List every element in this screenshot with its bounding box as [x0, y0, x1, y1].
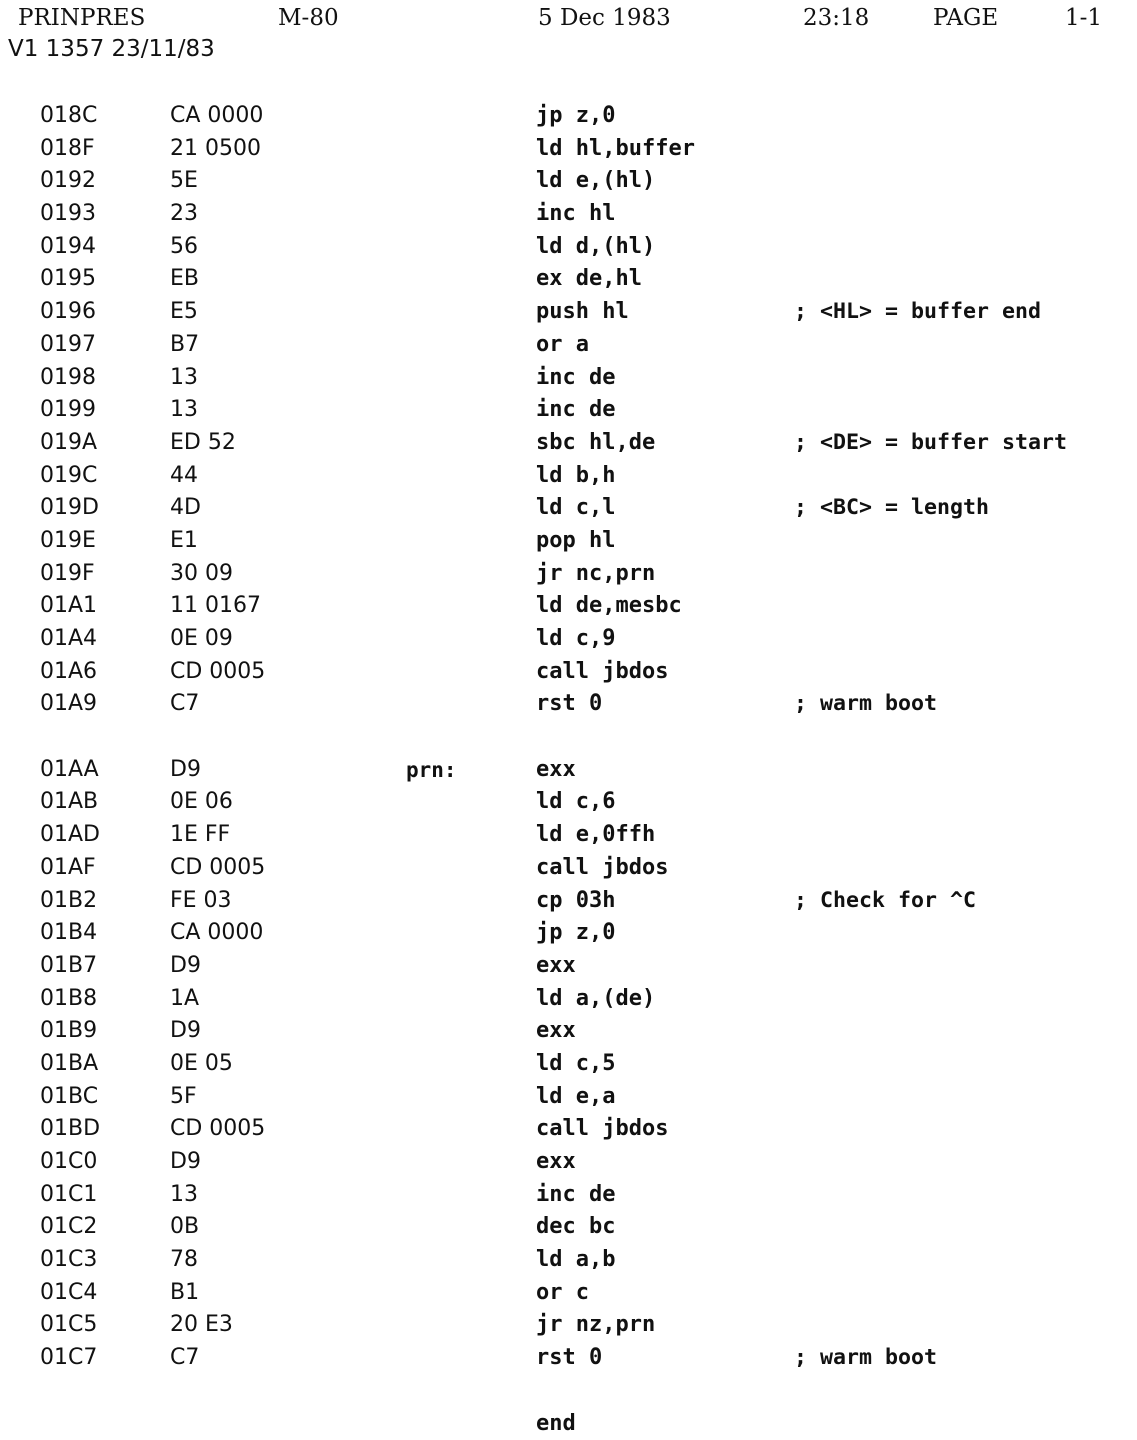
assembler-name: M-80 [278, 3, 339, 33]
comment-cell: ; warm boot [794, 1342, 937, 1375]
listing-line [0, 1081, 1137, 1114]
instruction-cell: call jbdos [536, 656, 668, 689]
object-code-cell: 1E FF [170, 819, 230, 852]
listing-line [0, 885, 1137, 918]
address-cell: 01BC [40, 1081, 98, 1114]
instruction-cell: sbc hl,de [536, 427, 655, 460]
object-code-cell: FE 03 [170, 885, 232, 918]
address-cell: 01C5 [40, 1309, 97, 1342]
instruction-cell: ld c,l [536, 492, 615, 525]
object-code-cell: D9 [170, 1015, 201, 1048]
address-cell: 01B7 [40, 950, 97, 983]
address-cell: 01A4 [40, 623, 97, 656]
address-cell: 01AA [40, 754, 99, 787]
listing-line [0, 754, 1137, 787]
instruction-cell: inc hl [536, 198, 615, 231]
address-cell: 01BD [40, 1113, 100, 1146]
listing-line [0, 492, 1137, 525]
assembly-listing [0, 100, 1137, 1440]
instruction-cell: inc de [536, 394, 615, 427]
address-cell: 018F [40, 133, 95, 166]
instruction-cell: pop hl [536, 525, 615, 558]
address-cell: 0198 [40, 362, 96, 395]
address-cell: 01C7 [40, 1342, 97, 1375]
listing-line [0, 590, 1137, 623]
instruction-cell: dec bc [536, 1211, 615, 1244]
address-cell: 0192 [40, 165, 96, 198]
address-cell: 01A6 [40, 656, 97, 689]
address-cell: 0199 [40, 394, 96, 427]
address-cell: 01A9 [40, 688, 97, 721]
blank-line [0, 1375, 1137, 1408]
listing-line [0, 329, 1137, 362]
address-cell: 01B9 [40, 1015, 97, 1048]
listing-line [0, 263, 1137, 296]
instruction-cell: call jbdos [536, 1113, 668, 1146]
listing-line [0, 1244, 1137, 1277]
object-code-cell: 30 09 [170, 558, 233, 591]
listing-line [0, 362, 1137, 395]
address-cell: 0197 [40, 329, 96, 362]
object-code-cell: CA 0000 [170, 100, 263, 133]
address-cell: 01AF [40, 852, 96, 885]
version-line: V1 1357 23/11/83 [8, 34, 215, 64]
object-code-cell: CD 0005 [170, 852, 265, 885]
object-code-cell: CD 0005 [170, 656, 265, 689]
address-cell: 019D [40, 492, 99, 525]
instruction-cell: ld c,6 [536, 786, 615, 819]
listing-line [0, 623, 1137, 656]
instruction-cell: inc de [536, 362, 615, 395]
object-code-cell: CA 0000 [170, 917, 263, 950]
address-cell: 01C1 [40, 1179, 97, 1212]
address-cell: 019F [40, 558, 95, 591]
instruction-cell: ld c,5 [536, 1048, 615, 1081]
blank-line [0, 721, 1137, 754]
address-cell: 01B2 [40, 885, 97, 918]
instruction-cell: jr nz,prn [536, 1309, 655, 1342]
object-code-cell: 0E 05 [170, 1048, 233, 1081]
address-cell: 01C0 [40, 1146, 97, 1179]
object-code-cell: 13 [170, 394, 198, 427]
comment-cell: ; <DE> = buffer start [794, 427, 1067, 460]
object-code-cell: 1A [170, 983, 199, 1016]
address-cell: 0193 [40, 198, 96, 231]
address-cell: 01BA [40, 1048, 98, 1081]
object-code-cell: 0E 09 [170, 623, 233, 656]
instruction-cell: call jbdos [536, 852, 668, 885]
listing-line [0, 100, 1137, 133]
instruction-cell: exx [536, 754, 576, 787]
object-code-cell: 0B [170, 1211, 199, 1244]
object-code-cell: 11 0167 [170, 590, 261, 623]
object-code-cell: 56 [170, 231, 198, 264]
instruction-cell: cp 03h [536, 885, 615, 918]
object-code-cell: 4D [170, 492, 201, 525]
instruction-cell: exx [536, 950, 576, 983]
listing-line [0, 133, 1137, 166]
label-cell: prn: [406, 754, 457, 787]
instruction-cell: ld c,9 [536, 623, 615, 656]
instruction-cell: ex de,hl [536, 263, 642, 296]
object-code-cell: B7 [170, 329, 199, 362]
listing-time: 23:18 [803, 3, 869, 33]
address-cell: 018C [40, 100, 97, 133]
listing-line [0, 688, 1137, 721]
instruction-cell: ld e,a [536, 1081, 615, 1114]
page-label: PAGE [933, 3, 998, 33]
listing-line [0, 1113, 1137, 1146]
page-number: 1-1 [1065, 3, 1102, 33]
listing-line [0, 983, 1137, 1016]
listing-line [0, 558, 1137, 591]
instruction-cell: ld a,b [536, 1244, 615, 1277]
object-code-cell: 13 [170, 362, 198, 395]
instruction-cell: exx [536, 1146, 576, 1179]
instruction-cell: push hl [536, 296, 629, 329]
object-code-cell: 5E [170, 165, 198, 198]
listing-line [0, 1277, 1137, 1310]
listing-line [0, 296, 1137, 329]
address-cell: 01B8 [40, 983, 97, 1016]
instruction-cell: jr nc,prn [536, 558, 655, 591]
program-name: PRINPRES [18, 3, 145, 33]
listing-line [0, 656, 1137, 689]
object-code-cell: 13 [170, 1179, 198, 1212]
listing-line [0, 917, 1137, 950]
listing-line [0, 460, 1137, 493]
instruction-cell: ld e,(hl) [536, 165, 655, 198]
listing-line [0, 1342, 1137, 1375]
listing-line [0, 1211, 1137, 1244]
listing-date: 5 Dec 1983 [538, 3, 671, 33]
object-code-cell: 23 [170, 198, 198, 231]
address-cell: 01C2 [40, 1211, 97, 1244]
listing-line [0, 1179, 1137, 1212]
instruction-cell: jp z,0 [536, 917, 615, 950]
instruction-cell: or c [536, 1277, 589, 1310]
instruction-cell: jp z,0 [536, 100, 615, 133]
listing-line [0, 427, 1137, 460]
comment-cell: ; warm boot [794, 688, 937, 721]
listing-line [0, 819, 1137, 852]
instruction-cell: inc de [536, 1179, 615, 1212]
address-cell: 0194 [40, 231, 96, 264]
instruction-cell: ld b,h [536, 460, 615, 493]
listing-line [0, 1146, 1137, 1179]
object-code-cell: 78 [170, 1244, 198, 1277]
listing-line [0, 394, 1137, 427]
instruction-cell: ld a,(de) [536, 983, 655, 1016]
object-code-cell: 5F [170, 1081, 197, 1114]
listing-line [0, 852, 1137, 885]
listing-line [0, 786, 1137, 819]
address-cell: 01C3 [40, 1244, 97, 1277]
object-code-cell: E5 [170, 296, 198, 329]
address-cell: 019E [40, 525, 96, 558]
object-code-cell: 20 E3 [170, 1309, 233, 1342]
address-cell: 01B4 [40, 917, 97, 950]
address-cell: 01A1 [40, 590, 97, 623]
listing-line [0, 525, 1137, 558]
address-cell: 019C [40, 460, 97, 493]
address-cell: 0196 [40, 296, 96, 329]
address-cell: 01C4 [40, 1277, 97, 1310]
address-cell: 0195 [40, 263, 96, 296]
listing-line [0, 1309, 1137, 1342]
instruction-cell: ld d,(hl) [536, 231, 655, 264]
instruction-cell: ld hl,buffer [536, 133, 695, 166]
listing-line [0, 231, 1137, 264]
comment-cell: ; Check for ^C [794, 885, 976, 918]
instruction-cell: exx [536, 1015, 576, 1048]
object-code-cell: ED 52 [170, 427, 236, 460]
instruction-cell: or a [536, 329, 589, 362]
object-code-cell: C7 [170, 688, 199, 721]
comment-cell: ; <HL> = buffer end [794, 296, 1041, 329]
listing-line [0, 1408, 1137, 1440]
instruction-cell: ld de,mesbc [536, 590, 682, 623]
object-code-cell: D9 [170, 754, 201, 787]
object-code-cell: 0E 06 [170, 786, 233, 819]
address-cell: 01AB [40, 786, 98, 819]
listing-line [0, 165, 1137, 198]
object-code-cell: D9 [170, 1146, 201, 1179]
address-cell: 01AD [40, 819, 100, 852]
address-cell: 019A [40, 427, 97, 460]
instruction-cell: rst 0 [536, 688, 602, 721]
listing-line [0, 1048, 1137, 1081]
object-code-cell: B1 [170, 1277, 199, 1310]
object-code-cell: 44 [170, 460, 198, 493]
comment-cell: ; <BC> = length [794, 492, 989, 525]
object-code-cell: C7 [170, 1342, 199, 1375]
listing-line [0, 1015, 1137, 1048]
instruction-cell: end [536, 1408, 576, 1440]
object-code-cell: 21 0500 [170, 133, 261, 166]
object-code-cell: D9 [170, 950, 201, 983]
object-code-cell: EB [170, 263, 199, 296]
instruction-cell: rst 0 [536, 1342, 602, 1375]
listing-line [0, 198, 1137, 231]
listing-line [0, 950, 1137, 983]
object-code-cell: CD 0005 [170, 1113, 265, 1146]
object-code-cell: E1 [170, 525, 198, 558]
instruction-cell: ld e,0ffh [536, 819, 655, 852]
